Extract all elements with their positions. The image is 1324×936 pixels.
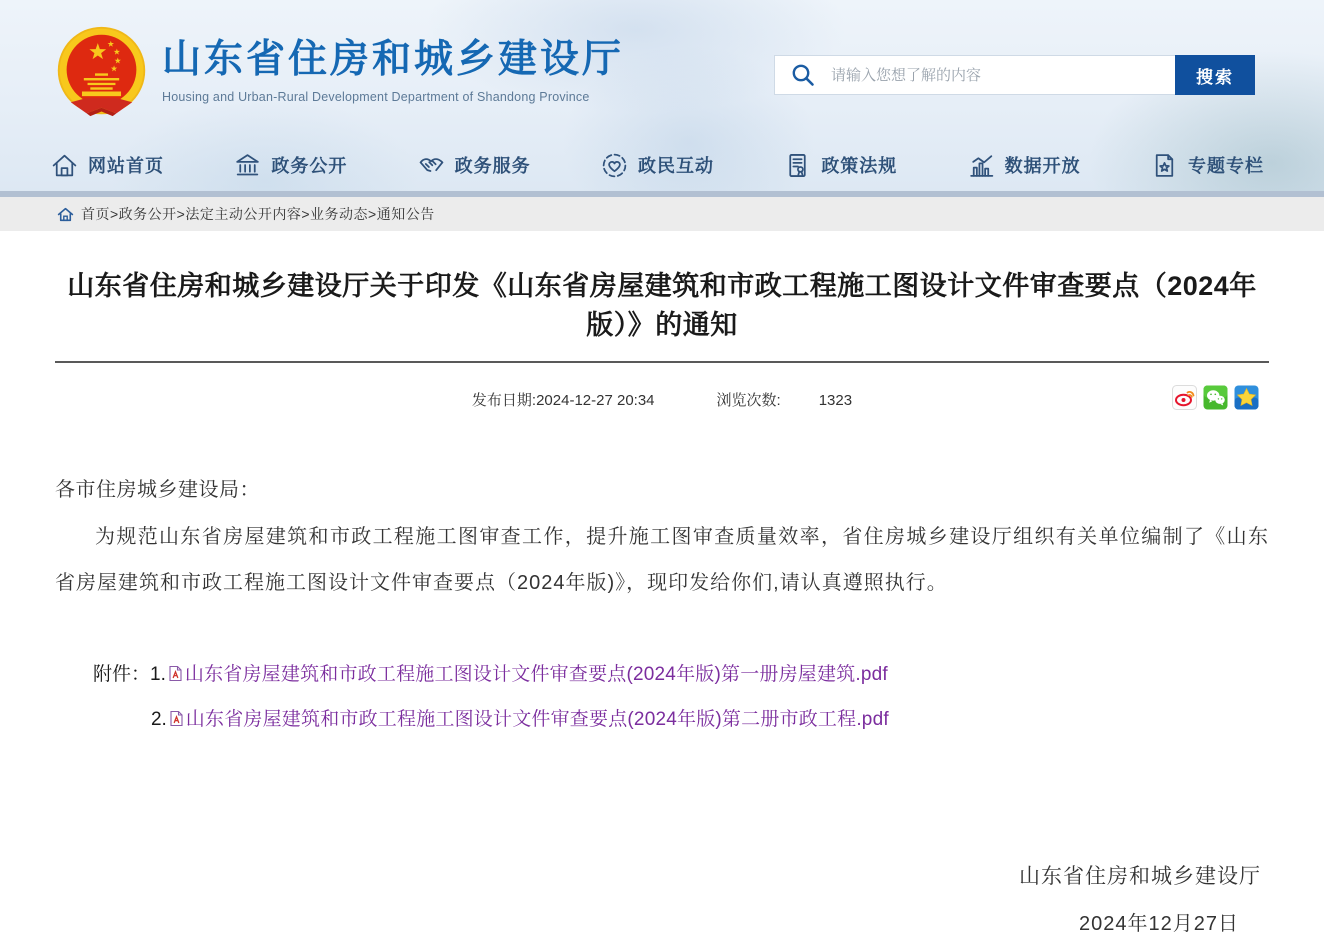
breadcrumb-home-icon xyxy=(57,206,74,223)
nav-item-label: 数据开放 xyxy=(1004,156,1081,176)
site-subtitle: Housing and Urban-Rural Development Department of Shandong Province xyxy=(162,90,590,105)
article-title: 山东省住房和城乡建设厅关于印发《山东省房屋建筑和市政工程施工图设计文件审查要点（2024年版）》的通知 xyxy=(67,271,1257,341)
search-box xyxy=(774,55,1255,95)
nav-item-label: 政策法规 xyxy=(821,156,898,176)
bank-icon xyxy=(233,151,262,180)
publish-date-value: 2024-12-27 20:34 xyxy=(536,391,655,409)
search-input[interactable] xyxy=(831,56,1175,94)
site-header xyxy=(0,0,1324,197)
attachment-link-2[interactable]: 山东省房屋建筑和市政工程施工图设计文件审查要点(2024年版)第二册市政工程.pdf xyxy=(185,709,889,731)
handshake-icon xyxy=(417,151,446,180)
nav-item-public-interaction[interactable] xyxy=(600,151,714,180)
nav-item-gov-disclosure[interactable] xyxy=(233,151,347,180)
attachment-row xyxy=(93,652,1269,697)
bar-chart-icon xyxy=(967,151,996,180)
nav-item-label: 政务公开 xyxy=(271,156,348,176)
policy-document-icon xyxy=(783,151,812,180)
nav-item-label: 政民互动 xyxy=(637,156,714,176)
nav-item-home[interactable] xyxy=(50,151,164,180)
nav-item-open-data[interactable] xyxy=(967,151,1081,180)
signature-date: 2024年12月27日 xyxy=(1079,913,1239,936)
views-value: 1323 xyxy=(818,391,853,409)
attachments xyxy=(55,652,1269,742)
attachment-number: 2. xyxy=(150,709,167,731)
breadcrumb xyxy=(0,197,1324,231)
nav-item-label: 政务服务 xyxy=(454,156,531,176)
attachment-link-1[interactable]: 山东省房屋建筑和市政工程施工图设计文件审查要点(2024年版)第一册房屋建筑.pdf xyxy=(184,664,888,686)
article-container xyxy=(0,267,1324,936)
nav-item-label: 专题专栏 xyxy=(1187,156,1264,176)
breadcrumb-trail[interactable]: 首页>政务公开>法定主动公开内容>业务动态>通知公告 xyxy=(81,206,435,222)
signature-name: 山东省住房和城乡建设厅 xyxy=(1019,865,1261,889)
main-nav xyxy=(50,140,1264,190)
attachments-label: 附件： xyxy=(93,664,151,686)
signature-block xyxy=(55,860,1269,936)
weibo-share-icon[interactable] xyxy=(1172,385,1197,410)
attachment-number: 1. xyxy=(150,664,166,686)
search-button[interactable]: 搜索 xyxy=(1175,55,1255,95)
publish-date-label: 发布日期: xyxy=(471,391,537,409)
brand-text xyxy=(162,39,624,105)
site-title: 山东省住房和城乡建设厅 xyxy=(162,37,625,81)
wechat-share-icon[interactable] xyxy=(1203,385,1228,410)
body-paragraph: 为规范山东省房屋建筑和市政工程施工图审查工作，提升施工图审查质量效率，省住房城乡建设厅组织有关单位编制了《山东省房屋建筑和市政工程施工图设计文件审查要点（2024年版)》，现印发给你们,请认真遵照执行。 xyxy=(55,526,1269,595)
salutation: 各市住房城乡建设局： xyxy=(55,479,260,502)
nav-item-gov-services[interactable] xyxy=(417,151,531,180)
pdf-file-icon xyxy=(167,665,184,682)
site-brand xyxy=(55,25,624,118)
national-emblem-logo xyxy=(55,25,148,118)
qzone-share-icon[interactable] xyxy=(1234,385,1259,410)
nav-item-label: 网站首页 xyxy=(88,156,164,176)
star-page-icon xyxy=(1150,151,1179,180)
views-label: 浏览次数: xyxy=(716,391,781,409)
share-icons xyxy=(1172,385,1259,410)
article-meta xyxy=(55,385,1269,413)
home-icon xyxy=(50,151,79,180)
nav-item-policies[interactable] xyxy=(783,151,897,180)
nav-item-special-topics[interactable] xyxy=(1150,151,1264,180)
title-divider xyxy=(55,361,1269,363)
attachment-row xyxy=(93,697,1269,742)
pdf-file-icon xyxy=(168,710,185,727)
search-icon xyxy=(775,56,831,94)
heart-circle-icon xyxy=(600,151,629,180)
